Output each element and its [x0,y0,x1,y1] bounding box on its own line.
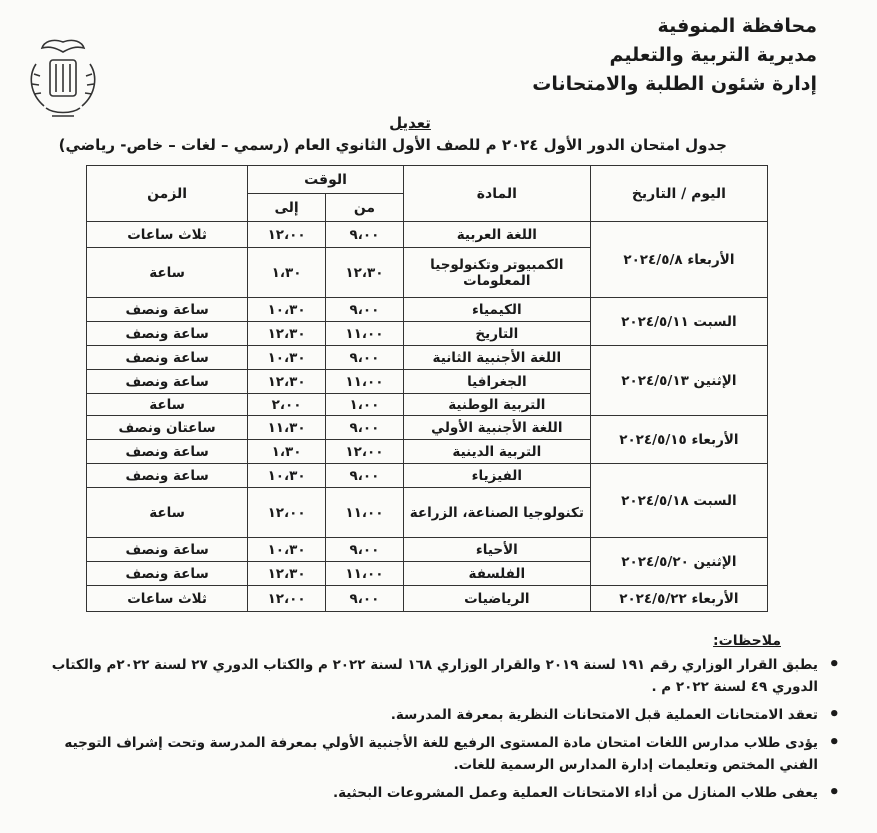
header-subject: المادة [403,166,590,222]
table-row [87,222,768,248]
date-cell: السبت ٢٠٢٤/٥/١٨ [590,464,767,538]
from-cell: ٩،٠٠ [326,298,404,322]
duration-cell: ثلاث ساعات [87,586,248,612]
subject-cell: الأحياء [403,538,590,562]
subject-cell: التربية الدينية [403,440,590,464]
to-cell: ١٢،٠٠ [248,488,326,538]
list-item: • يؤدى طلاب مدارس اللغات امتحان مادة المستوى الرفيع للغة الأجنبية الأولي بمعرفة المدرسة وتحت إشراف التوجيه الفني المختص وتعليمات إدارة المدارس الرسمية للغات. [40,732,840,776]
date-cell: الأربعاء ٢٠٢٤/٥/١٥ [590,416,767,464]
from-cell: ٩،٠٠ [326,586,404,612]
from-cell: ١٢،٠٠ [326,440,404,464]
subject-cell: اللغة الأجنبية الأولي [403,416,590,440]
directorate-name: مديرية التربية والتعليم [609,44,817,66]
from-cell: ١١،٠٠ [326,562,404,586]
subject-cell: اللغة الأجنبية الثانية [403,346,590,370]
duration-cell: ساعة ونصف [87,440,248,464]
notes-list [40,654,840,810]
from-cell: ٩،٠٠ [326,464,404,488]
duration-cell: ساعة ونصف [87,346,248,370]
duration-cell: ساعة ونصف [87,538,248,562]
from-cell: ١١،٠٠ [326,488,404,538]
to-cell: ١١،٣٠ [248,416,326,440]
to-cell: ١٠،٣٠ [248,298,326,322]
duration-cell: ساعة ونصف [87,322,248,346]
to-cell: ١٠،٣٠ [248,464,326,488]
duration-cell: ساعة [87,248,248,298]
governorate-name: محافظة المنوفية [657,15,817,37]
list-item: • يعفى طلاب المنازل من أداء الامتحانات العملية وعمل المشروعات البحثية. [40,782,840,804]
to-cell: ١،٣٠ [248,440,326,464]
date-cell: السبت ٢٠٢٤/٥/١١ [590,298,767,346]
subject-cell: تكنولوجيا الصناعة، الزراعة [403,488,590,538]
governorate-emblem-icon [22,34,104,120]
duration-cell: ساعتان ونصف [87,416,248,440]
from-cell: ١١،٠٠ [326,322,404,346]
duration-cell: ثلاث ساعات [87,222,248,248]
header-to: إلى [248,194,326,222]
subject-cell: التاريخ [403,322,590,346]
to-cell: ١٢،٣٠ [248,322,326,346]
duration-cell: ساعة ونصف [87,298,248,322]
table-row [87,538,768,562]
table-row [87,298,768,322]
date-cell: الأربعاء ٢٠٢٤/٥/٨ [590,222,767,298]
subject-cell: اللغة العربية [403,222,590,248]
header-date: اليوم / التاريخ [590,166,767,222]
notes-title: ملاحظات: [713,633,781,649]
header-from: من [326,194,404,222]
document-header [532,12,817,99]
to-cell: ١٢،٠٠ [248,586,326,612]
from-cell: ٩،٠٠ [326,538,404,562]
to-cell: ١٢،٣٠ [248,370,326,394]
subject-cell: الكمبيوتر وتكنولوجيا المعلومات [403,248,590,298]
duration-cell: ساعة ونصف [87,562,248,586]
to-cell: ١،٣٠ [248,248,326,298]
exam-schedule-table [86,165,768,612]
date-cell: الأربعاء ٢٠٢٤/٥/٢٢ [590,586,767,612]
header-duration: الزمن [87,166,248,222]
subject-cell: الفيزياء [403,464,590,488]
from-cell: ٩،٠٠ [326,346,404,370]
duration-cell: ساعة ونصف [87,464,248,488]
department-name: إدارة شئون الطلبة والامتحانات [532,73,817,95]
subject-cell: الجغرافيا [403,370,590,394]
duration-cell: ساعة [87,394,248,416]
from-cell: ٩،٠٠ [326,222,404,248]
list-item: • تعقد الامتحانات العملية قبل الامتحانات النظرية بمعرفة المدرسة. [40,704,840,726]
table-row [87,416,768,440]
to-cell: ٢،٠٠ [248,394,326,416]
from-cell: ١،٠٠ [326,394,404,416]
subject-cell: التربية الوطنية [403,394,590,416]
to-cell: ١٠،٣٠ [248,346,326,370]
from-cell: ١٢،٣٠ [326,248,404,298]
duration-cell: ساعة ونصف [87,370,248,394]
to-cell: ١٢،٠٠ [248,222,326,248]
duration-cell: ساعة [87,488,248,538]
subject-cell: الكيمياء [403,298,590,322]
table-row [87,346,768,370]
table-row [87,464,768,488]
to-cell: ١٢،٣٠ [248,562,326,586]
to-cell: ١٠،٣٠ [248,538,326,562]
amendment-label: تعديل [389,114,431,132]
subject-cell: الفلسفة [403,562,590,586]
schedule-title [59,136,727,154]
date-cell: الإثنين ٢٠٢٤/٥/٢٠ [590,538,767,586]
header-time: الوقت [248,166,404,194]
date-cell: الإثنين ٢٠٢٤/٥/١٣ [590,346,767,416]
list-item: • يطبق القرار الوزاري رقم ١٩١ لسنة ٢٠١٩ والقرار الوزاري ١٦٨ لسنة ٢٠٢٢ م والكتاب الدوري ٢٧ لسنة ٢٠٢٢م والكتاب الدوري ٤٩ لسنة ٢٠٢٢ م . [40,654,840,698]
subject-cell: الرياضيات [403,586,590,612]
from-cell: ٩،٠٠ [326,416,404,440]
table-row [87,586,768,612]
from-cell: ١١،٠٠ [326,370,404,394]
schedule-title-text: جدول امتحان الدور الأول ٢٠٢٤ م للصف الأول الثانوي العام (رسمي – لغات – خاص- رياضي) [58,136,727,154]
